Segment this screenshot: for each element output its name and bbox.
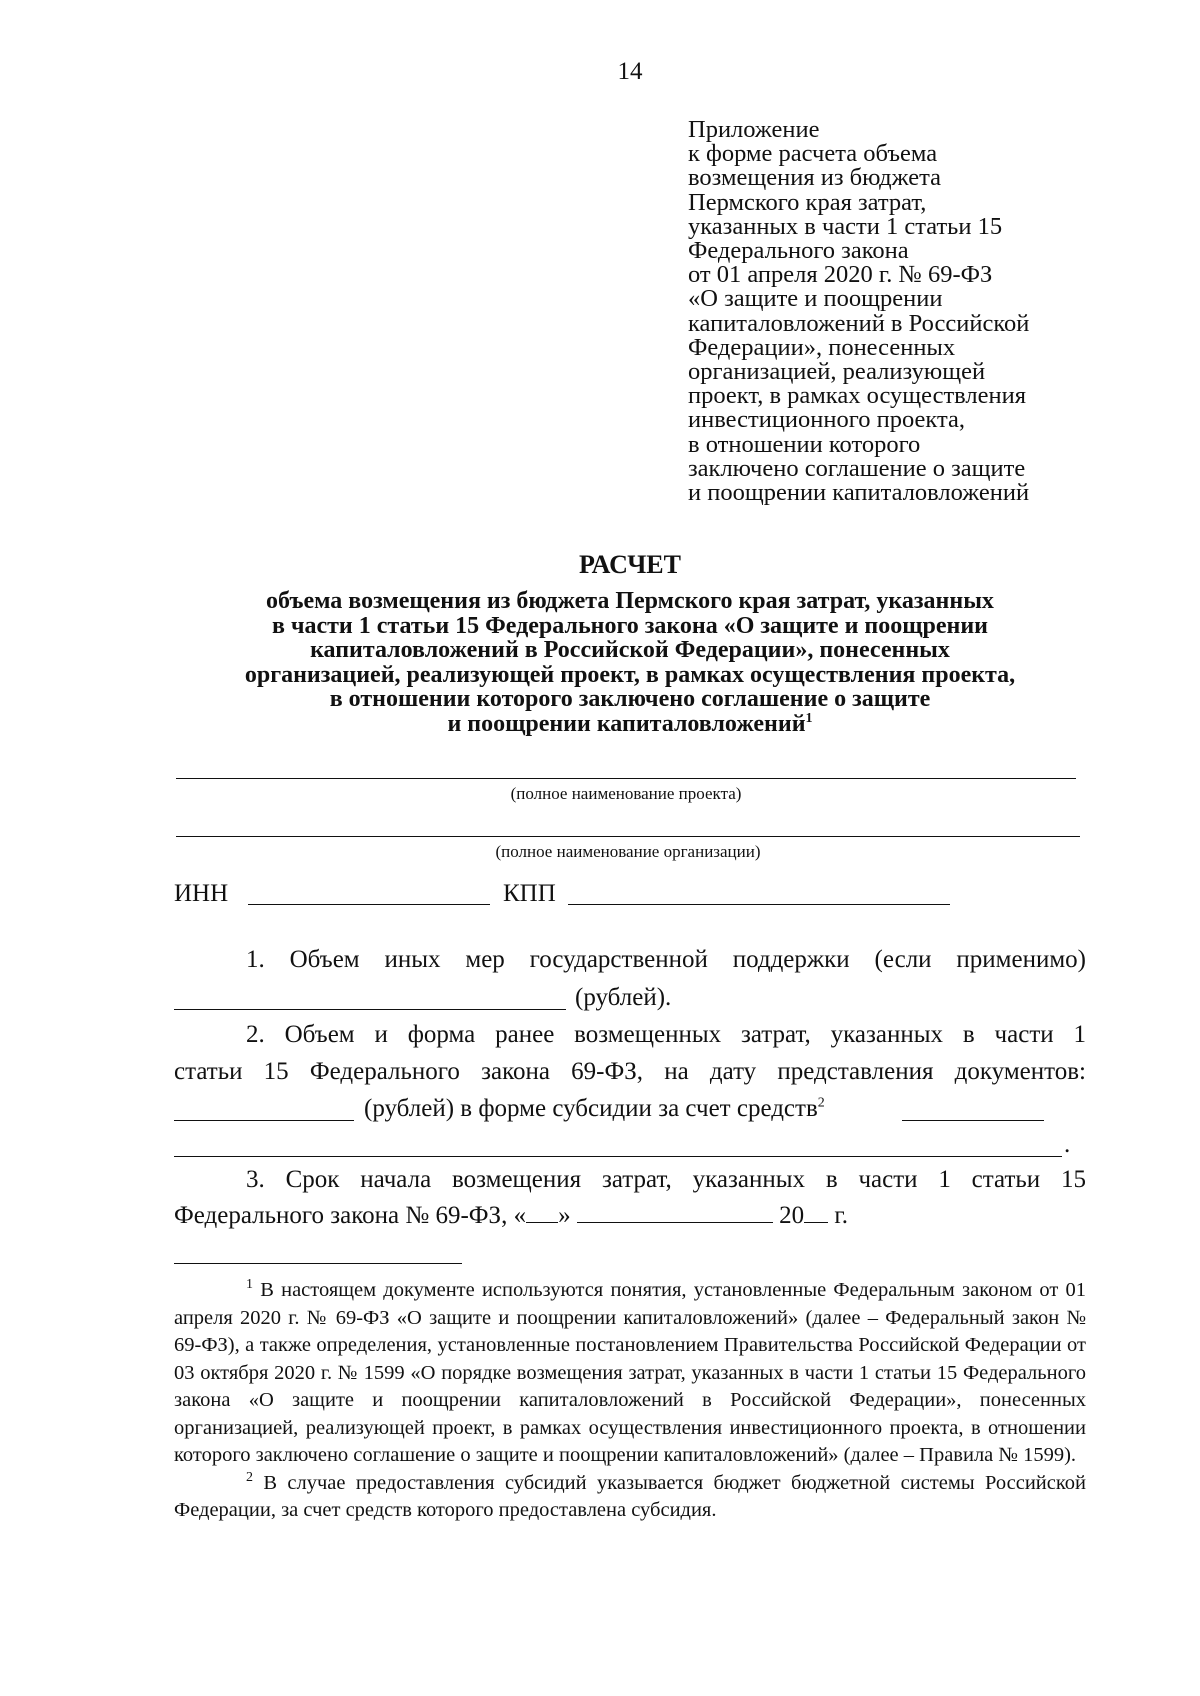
item3-line1: 3. Срок начала возмещения затрат, указанных в части 1 статьи 15 xyxy=(246,1166,1086,1193)
subtitle-line: капиталовложений в Российской Федерации», понесенных xyxy=(310,637,950,663)
item2-line2: статьи 15 Федерального закона 69-ФЗ, на дату представления документов: xyxy=(174,1058,1086,1085)
document-subtitle xyxy=(150,589,1110,736)
appendix-block xyxy=(688,118,1128,505)
item2-line3 xyxy=(364,1095,825,1123)
inn-field[interactable] xyxy=(248,904,490,905)
appendix-line: и поощрении капиталовложений xyxy=(688,479,1030,507)
item2-amount-field[interactable] xyxy=(174,1120,354,1121)
item3-quote-close: » xyxy=(558,1202,571,1229)
organization-name-caption: (полное наименование организации) xyxy=(495,842,761,861)
subtitle-line: организацией, реализующей проект, в рамках осуществления проекта, xyxy=(244,661,1016,688)
footnote-line: капиталовложений» (далее – Правила № 1599). xyxy=(663,1444,1077,1466)
organization-name-line[interactable] xyxy=(176,836,1080,837)
footnote-mark: 2 xyxy=(246,1469,253,1485)
footnote-line: Российской Федерации, за счет средств которого предоставлена субсидия. xyxy=(174,1471,1086,1521)
kpp-field[interactable] xyxy=(568,904,950,905)
appendix-line: в отношении которого xyxy=(688,430,921,458)
footnote-line: В настоящем документе используются понятия, установленные Федеральным xyxy=(260,1279,955,1301)
item3-month-field[interactable] xyxy=(577,1202,773,1223)
appendix-line: Приложение xyxy=(688,116,820,143)
footnote-line: постановлением Правительства Российской Федерации от 03 октября 2020 г. № 1599 xyxy=(174,1334,1086,1384)
document-title: РАСЧЕТ xyxy=(579,550,681,579)
item2-line1: 2. Объем и форма ранее возмещенных затрат, указанных в части 1 xyxy=(246,1021,1086,1048)
appendix-line: заключено соглашение о защите xyxy=(688,454,1026,482)
appendix-line: к форме расчета объема xyxy=(688,140,938,168)
item3-prefix: Федерального закона № 69-ФЗ, « xyxy=(174,1202,527,1229)
appendix-line: проект, в рамках осуществления xyxy=(688,382,1027,410)
subtitle-line: объема возмещения из бюджета Пермского края затрат, указанных xyxy=(266,588,994,614)
appendix-line: возмещения из бюджета xyxy=(688,164,941,192)
footnote-line: (далее – Федеральный закон № 69-ФЗ), а также определения, установленные xyxy=(174,1306,1087,1356)
item2-source-field-continued[interactable] xyxy=(174,1156,1062,1157)
item3-day-field[interactable] xyxy=(526,1202,558,1223)
appendix-line: от 01 апреля 2020 г. № 69-ФЗ xyxy=(688,261,993,289)
appendix-line: Федерального закона xyxy=(688,237,909,265)
item2-line3-text: (рублей) в форме субсидии за счет средств xyxy=(364,1095,818,1122)
footnote-line: законом от 01 апреля 2020 г. № 69-ФЗ «О защите и поощрении капиталовложений» xyxy=(174,1279,1087,1329)
page-number: 14 xyxy=(617,58,643,85)
footnote-ref: 1 xyxy=(805,710,813,726)
item1-tail: (рублей). xyxy=(575,984,672,1011)
appendix-line: организацией, реализующей xyxy=(688,358,986,386)
footnote-1 xyxy=(174,1277,1086,1470)
appendix-line: капиталовложений в Российской xyxy=(688,309,1030,337)
item1-line1: 1. Объем иных мер государственной поддержки (если применимо) xyxy=(246,946,1086,973)
footnote-2 xyxy=(174,1470,1086,1525)
appendix-line: Пермского края затрат, xyxy=(688,188,927,216)
item3-suffix: г. xyxy=(834,1202,849,1229)
footnote-line: организацией, реализующей проект, в рамках осуществления инвестиционного проекта, xyxy=(174,1416,964,1439)
footnote-ref: 2 xyxy=(817,1095,825,1111)
project-name-line[interactable] xyxy=(176,778,1076,779)
subtitle-line: в отношении которого заключено соглашение о защите xyxy=(329,686,931,712)
footnote-mark: 1 xyxy=(246,1277,253,1293)
inn-label: ИНН xyxy=(174,880,229,907)
footnote-separator xyxy=(174,1263,462,1264)
item3-year-prefix: 20 xyxy=(779,1202,805,1229)
item1-amount-field[interactable] xyxy=(174,1009,566,1010)
appendix-line: указанных в части 1 статьи 15 xyxy=(688,212,1003,240)
appendix-line: «О защите и поощрении xyxy=(688,285,943,313)
footnote-line: «О порядке возмещения затрат, указанных в части 1 статьи 15 Федерального закона xyxy=(174,1361,1086,1411)
appendix-line: инвестиционного проекта, xyxy=(688,406,965,434)
footnote-line: в отношении которого заключено соглашение о защите и поощрении xyxy=(174,1416,1086,1466)
subtitle-line: в части 1 статьи 15 Федерального закона «О защите и поощрении xyxy=(271,612,988,639)
footnote-line: В случае предоставления субсидий указывается бюджет бюджетной системы xyxy=(263,1471,975,1494)
item2-source-field[interactable] xyxy=(902,1120,1044,1121)
project-name-caption: (полное наименование проекта) xyxy=(510,784,742,803)
item3-line2 xyxy=(174,1202,848,1230)
kpp-label: КПП xyxy=(503,880,556,907)
footnote-line: «О защите и поощрении капиталовложений в Российской Федерации», понесенных xyxy=(248,1389,1086,1411)
item2-end: . xyxy=(1064,1131,1071,1158)
item3-year-field[interactable] xyxy=(804,1202,828,1223)
footnotes xyxy=(174,1277,1086,1525)
appendix-line: Федерации», понесенных xyxy=(688,333,956,361)
subtitle-line: и поощрении капиталовложений xyxy=(447,710,806,737)
